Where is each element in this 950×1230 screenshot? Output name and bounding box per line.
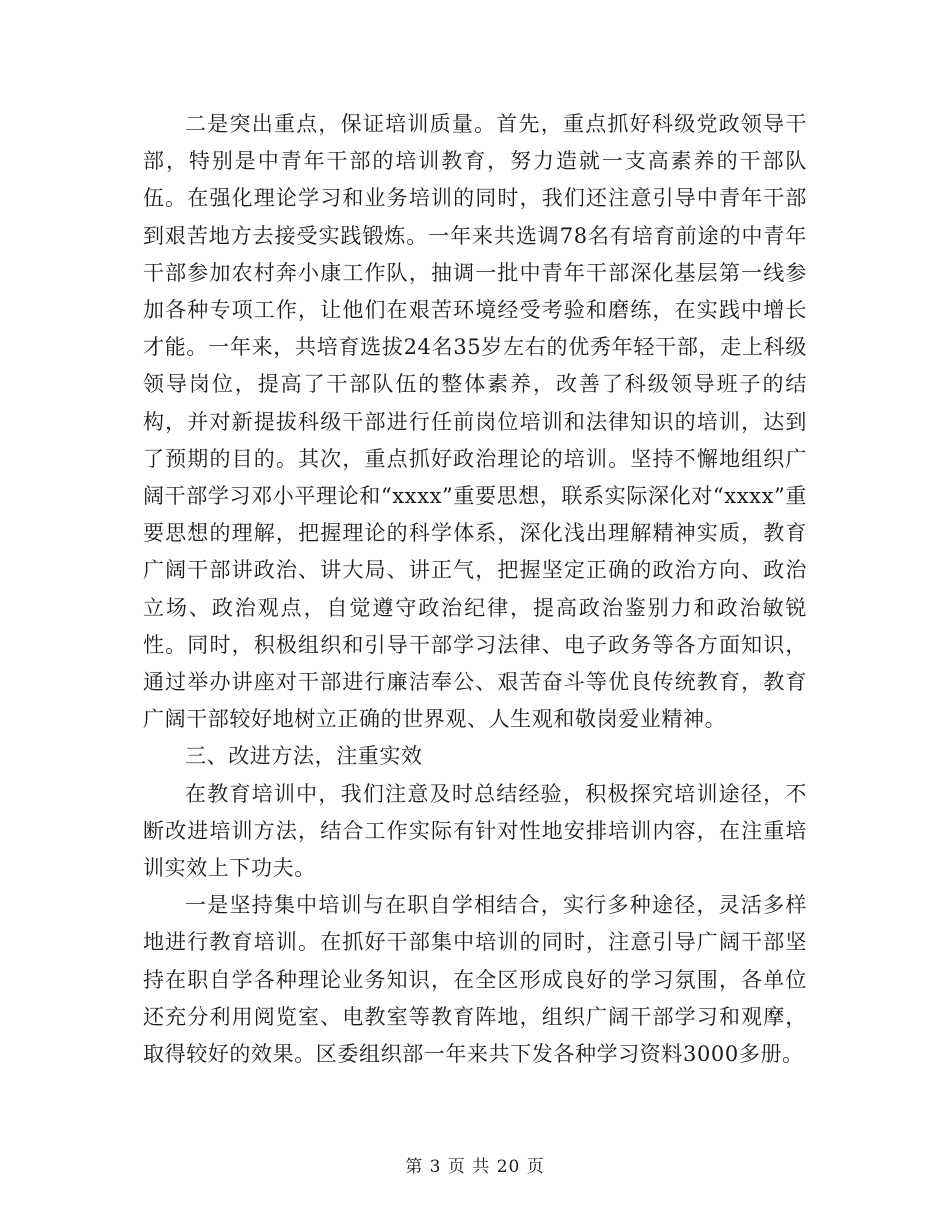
paragraph-training-focus: 二是突出重点，保证培训质量。首先，重点抓好科级党政领导干部，特别是中青年干部的培训教育，努力造就一支高素养的干部队伍。在强化理论学习和业务培训的同时，我们还注意引导中青年干部到艰苦地方去接受实践锻炼。一年来共选调78名有培育前途的中青年干部参加农村奔小康工作队，抽调一批中青年干部深化基层第一线参加各种专项工作，让他们在艰苦环境经受考验和磨练，在实践中增长才能。一年来，共培育选拔24名35岁左右的优秀年轻干部，走上科级领导岗位，提高了干部队伍的整体素养，改善了科级领导班子的结构，并对新提拔科级干部进行任前岗位培训和法律知识的培训，达到了预期的目的。其次，重点抓好政治理论的培训。坚持不懈地组织广阔干部学习邓小平理论和“xxxx”重要思想，联系实际深化对“xxxx”重要思想的理解，把握理论的科学体系，深化浅出理解精神实质，教育广阔干部讲政治、讲大局、讲正气，把握坚定正确的政治方向、政治立场、政治观点，自觉遵守政治纪律，提高政治鉴别力和政治敏锐性。同时，积极组织和引导干部学习法律、电子政务等各方面知识，通过举办讲座对干部进行廉洁奉公、艰苦奋斗等优良传统教育，教育广阔干部较好地树立正确的世界观、人生观和敬岗爱业精神。 (143, 112, 807, 732)
document-body (143, 106, 807, 1073)
page-number-footer: 第 3 页 共 20 页 (405, 1157, 545, 1177)
paragraph-combined-training: 一是坚持集中培训与在职自学相结合，实行多种途径，灵活多样地进行教育培训。在抓好干部集中培训的同时，注意引导广阔干部坚持在职自学各种理论业务知识，在全区形成良好的学习氛围，各单位还充分利用阅览室、电教室等教育阵地，组织广阔干部学习和观摩，取得较好的效果。区委组织部一年来共下发各种学习资料3000多册。 (143, 893, 807, 1067)
section-heading-improve-methods: 三、改进方法，注重实效 (185, 744, 423, 769)
paragraph-training-methods: 在教育培训中，我们注意及时总结经验，积极探究培训途径，不断改进培训方法，结合工作实际有针对性地安排培训内容，在注重培训实效上下功夫。 (143, 781, 807, 881)
